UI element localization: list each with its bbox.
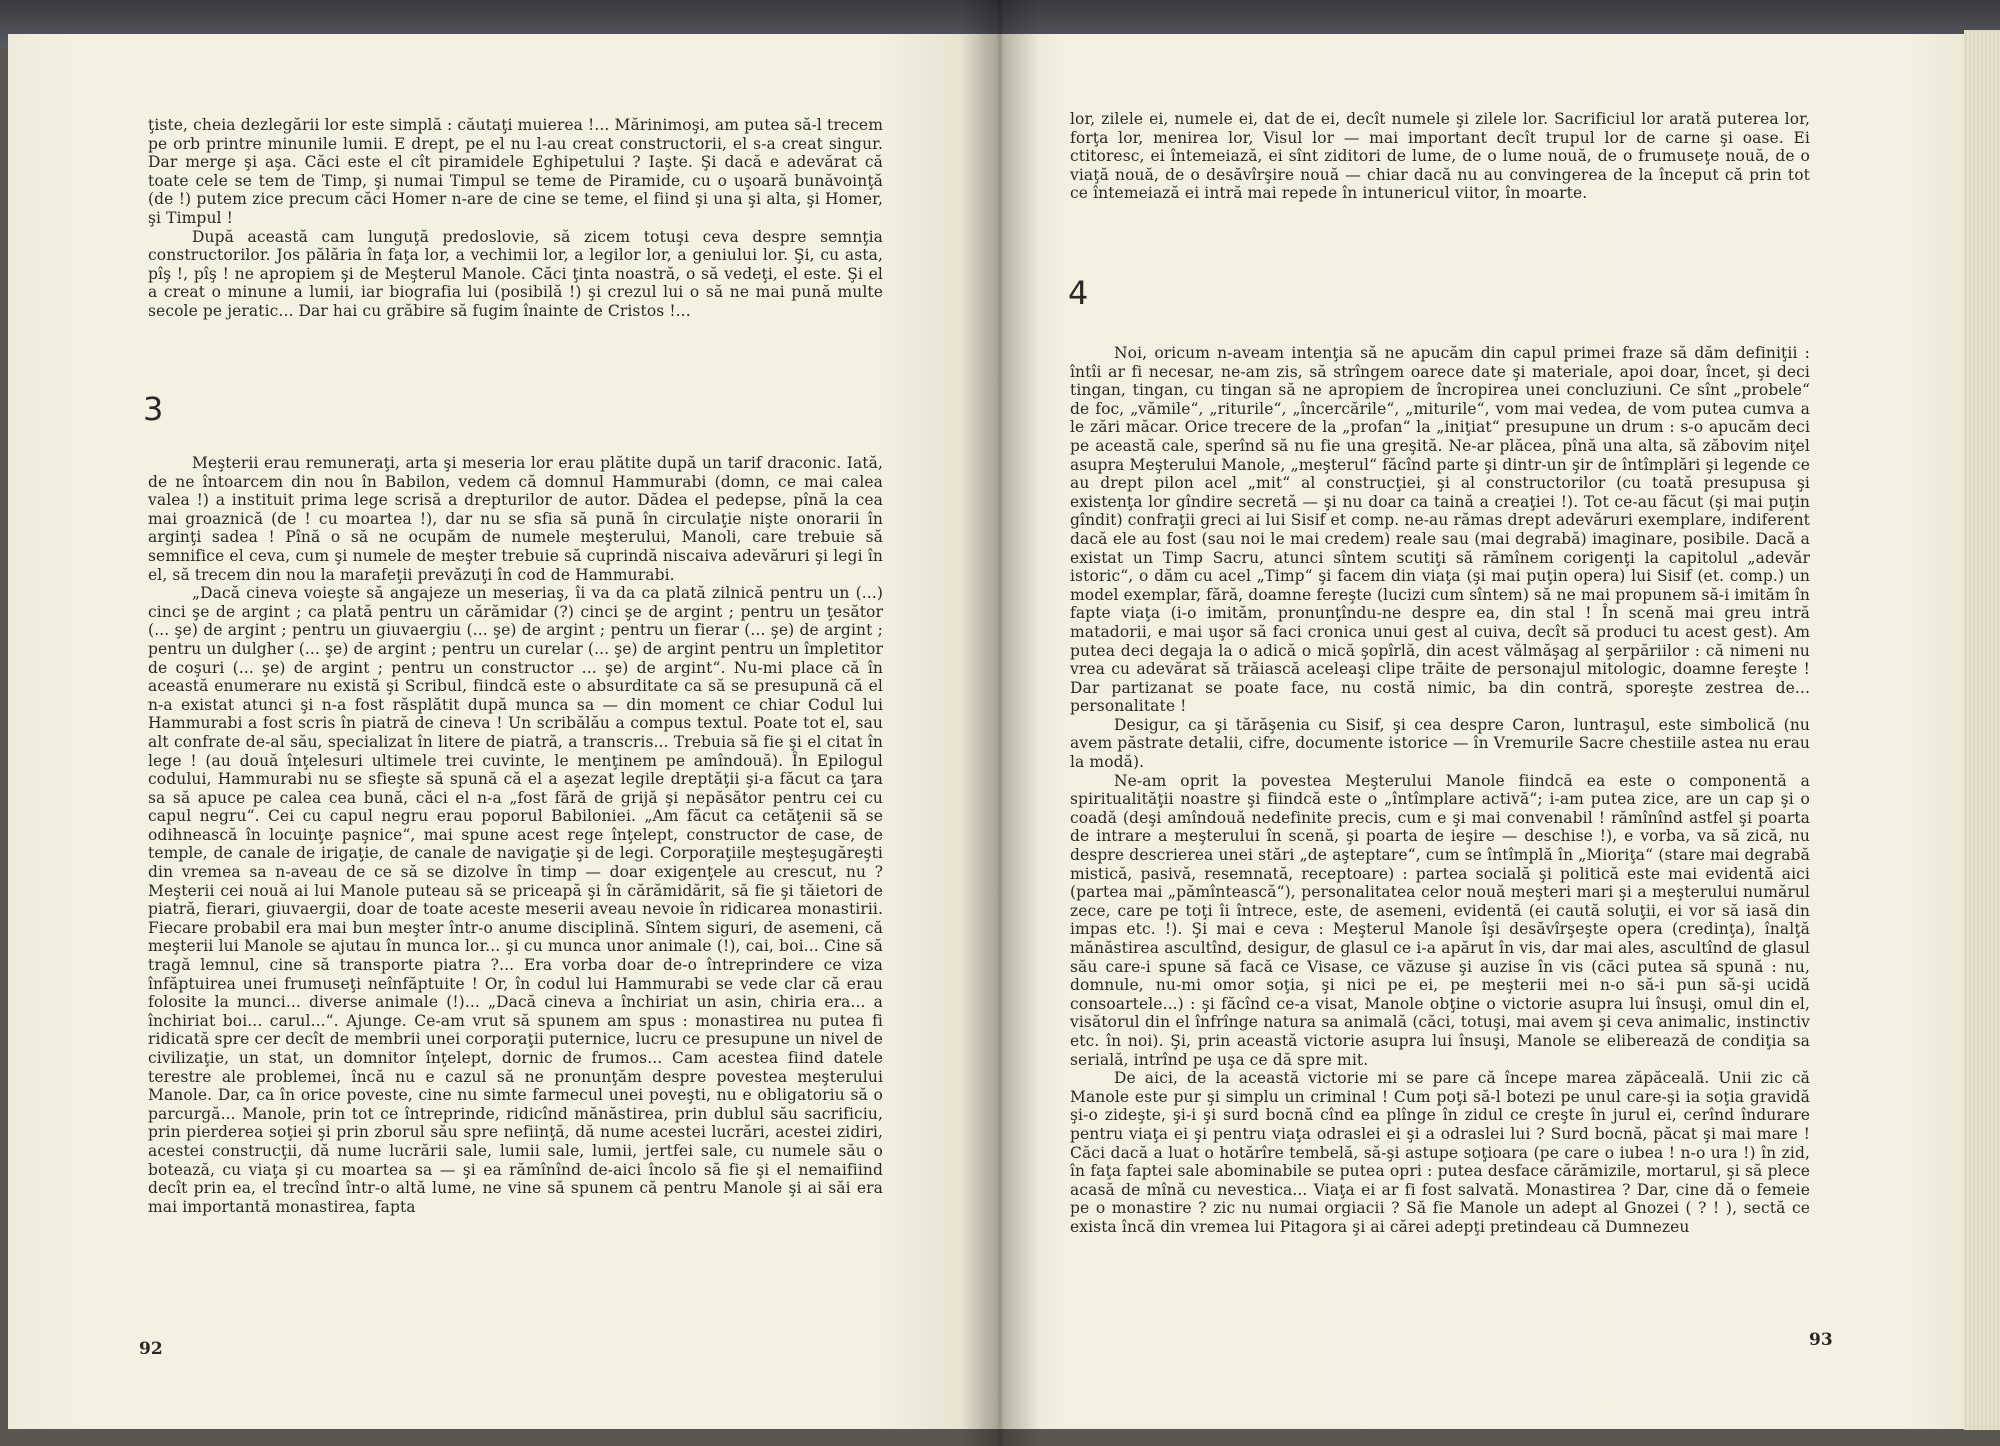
left-intro-text: [148, 116, 883, 321]
right-chapter-text: [1070, 344, 1810, 1237]
page-edges: [1964, 30, 2000, 1430]
left-page: [8, 34, 990, 1429]
page-number: 92: [139, 1339, 163, 1359]
right-intro-paragraph: lor, zilele ei, numele ei, dat de ei, decît numele şi zilele lor. Sacrificiul lor arată puterea lor, forţa lor, menirea lor, Visul lor — mai important decît trupul lor de carne şi oase. Ei ctitoresc, ei întemeiază, ei sînt ziditori de lume, de o lume nouă, de o frumuseţe nouă, de o viaţă nouă, de o desăvîrşire nouă — chiar dacă nu au convingerea de la început că prin tot ce întemeiază ei intră mai repede în intunericul viitor, în moarte.: [1070, 110, 1810, 203]
chapter-number: 4: [1068, 274, 1089, 312]
page-number: 93: [1809, 1330, 1833, 1350]
right-chapter-paragraph: Noi, oricum n-aveam intenţia să ne apucăm din capul primei fraze să dăm definiţii : întîi ar fi necesar, ne-am zis, să strîngem oarece date şi materiale, apoi doar, încet, şi deci tingan, tingan, cu tingan să ne apropiem de încropirea unei concluziuni. Ce sînt „probele“ de foc, „vămile“, „riturile“, „încercările“, „miturile“, vom mai vedea, de vom putea cumva a le zări măcar. Orice trecere de la „profan“ la „iniţiat“ presupune un drum : s-o apucăm deci pe această cale, sperînd să nu fie una greşită. Ne-ar plăcea, pînă una alta, să zăbovim niţel asupra Meşterului Manole, „meşterul“ făcînd parte şi dintr-un şir de întîmplări şi legende ce au drept pilon acel „mit“ al construcţiei, şi al constructorilor (cu toată presupusa şi existenţa lor gîndire secretă — şi nu doar ca taină a creaţiei !). Tot ce-au făcut (şi mai puţin gîndit) confraţii greci ai lui Sisif et comp. ne-au rămas drept adevăruri exemplare, indiferent dacă ele au fost (sau noi le mai credem) reale sau (mai degrabă) imaginare, posibile. Dacă a existat un Timp Sacru, atunci sîntem scutiţi să rămînem corigenţi la capitolul „adevăr istoric“, o dăm cu acel „Timp“ şi facem din viaţa (şi mai puţin opera) lui Sisif (et. comp.) un model exemplar, fără, doamne fereşte (lucizi cum sîntem) să ne mai propunem să-i imităm în fapte viaţa (i-o imităm, pronunţîndu-ne despre ea, din stal ! În scenă mai greu intră matadorii, e mai uşor să faci cronica unui gest al cuiva, decît să produci tu acest gest). Am putea deci degaja la o adică o mică şopîrlă, din acest vălmăşag al şerpăriilor : că nimeni nu vrea cu adevărat să trăiască aceleaşi clipe trăite de personajul mitologic, doamne fereşte ! Dar partizanat se poate face, nu costă nimic, ba din contră, sporeşte zestrea de... personalitate !: [1070, 344, 1810, 716]
chapter-number: 3: [143, 390, 164, 428]
left-chapter-paragraph: „Dacă cineva voieşte să angajeze un meseriaş, îi va da ca plată zilnică pentru un (...) cinci şe de argint ; ca plată pentru un cărămidar (?) cinci şe de argint ; pentru un ţesător (... şe) de argint ; pentru un giuvaergiu (... şe) de argint ; pentru un fierar (... şe) de argint ; pentru un dulgher (... şe) de argint ; pentru un curelar (... şe) de argint pentru un împletitor de coşuri (... şe) de argint ; pentru un constructor ... şe) de argint“. Nu-mi place că în această enumerare nu există şi Scribul, fiindcă este o absurditate ca să se presupună că el n-a existat atunci şi n-a fost răsplătit după munca sa — din moment ce chiar Codul lui Hammurabi a fost scris în piatră de cineva ! Un scribălău a compus textul. Poate tot el, sau alt confrate de-al său, specializat în litere de piatră, a transcris... Trebuia să fie şi el citat în lege ! (au două înţelesuri ultimele trei cuvinte, le menţinem pe amîndouă). În Epilogul codului, Hammurabi nu se sfieşte să spună că el a aşezat legile dreptăţii şi-a făcut ca ţara sa să apuce pe calea cea bună, căci el n-a „fost fără de grijă şi nepăsător pentru cei cu capul negru“. Cei cu capul negru erau poporul Babiloniei. „Am făcut ca cetăţenii să se odihnească în locuinţe paşnice“, mai spune acest rege înţelept, constructor de case, de temple, de canale de irigaţie, de canale de navigaţie şi de legi. Corporaţiile meşteşugăreşti din vremea sa n-aveau de ce să se dizolve în timp — doar exigenţele au crescut, nu ? Meşterii cei nouă ai lui Manole puteau să se priceapă şi în cărămidărit, să fie şi tăietori de piatră, fierari, giuvaergii, doar de toate aceste meserii aveau nevoie în ridicarea monastirii. Fiecare probabil era mai bun meşter într-o anume disciplină. Sîntem siguri, de asemeni, că meşterii lui Manole se ajutau în munca lor... şi cu munca unor animale (!), cai, boi... Cine să tragă lemnul, cine să transporte piatra ?... Era vorba doar de-o întreprindere ce viza înfăptuirea unei frumuseţi neînfăptuite ! Or, în codul lui Hammurabi se vede clar că erau folosite la munci... diverse animale (!)... „Dacă cineva a închiriat un asin, chiria era... a închiriat boi... carul...“. Ajunge. Ce-am vrut să spunem am spus : monastirea nu putea fi ridicată spre cer decît de membrii unei corporaţii puternice, lucru ce presupune un nivel de civilizaţie, un stat, un domnitor înţelept, dornic de frumos... Cam acestea fiind datele terestre ale problemei, încă nu e cazul să ne pronunţăm despre povestea meşterului Manole. Dar, ca în orice poveste, cine nu simte farmecul unei poveşti, nu e obligatoriu să o parcurgă... Manole, prin tot ce întreprinde, ridicînd mănăstirea, prin dublul său sacrificiu, prin pierderea soţiei şi prin zborul său spre nefiinţă, dă nume acestei lucrări, acestei zidiri, acestei construcţii, dă nume lucrării sale, lumii sale, lumii, jertfei sale, cu numele său o botează, cu viaţa şi cu moartea sa — şi ea rămînînd de-aici încolo să fie şi el nemaifiind decît prin ea, el trecînd într-o altă lume, ne vine să spunem că pentru Manole şi ai săi era mai importantă monastirea, fapta: [148, 584, 883, 1216]
right-page: [982, 34, 1982, 1429]
right-chapter-paragraph: Desigur, ca şi tărăşenia cu Sisif, şi cea despre Caron, luntraşul, este simbolică (nu avem păstrate detalii, cifre, documente istorice — în Vremurile Sacre chestiile astea nu erau la modă).: [1070, 715, 1810, 772]
right-intro-text: [1070, 110, 1810, 203]
left-chapter-paragraph: Meşterii erau remuneraţi, arta şi meseria lor erau plătite după un tarif draconic. Iată, de ne întoarcem din nou în Babilon, vedem că domnul Hammurabi (domn, ce mai calea valea !) a instituit prima lege scrisă a drepturilor de autor. Dădea el pedepse, pînă la cea mai groaznică (de ! cu moartea !), dar nu se sfia să pună în circulaţie nişte onorarii în arginţi sadea ! Pînă o să ne ocupăm de numele meşterului, Manoli, care trebuie să semnifice el ceva, cum şi numele de meşter trebuie să cuprindă niscaiva adevăruri şi legi în el, să trecem din nou la marafeţii prevăzuţi în cod de Hammurabi.: [148, 454, 883, 584]
left-chapter-text: [148, 454, 883, 1216]
right-chapter-paragraph: De aici, de la această victorie mi se pare că începe marea zăpăceală. Unii zic că Manole este pur şi simplu un criminal ! Cum poţi să-l botezi pe unul care-şi ia soţia gravidă şi-o zideşte, şi-i şi surd bocnă cînd ea plînge în zidul ce creşte în jurul ei, cerînd îndurare pentru viaţa ei şi pentru viaţa odraslei ei şi a odraslei lui ? Surd bocnă, păcat şi mai mare ! Căci dacă a luat o hotărîre tembelă, să-şi astupe soţioara (pe care o iubea ! n-o ura !) în zid, în faţa faptei sale abominabile se putea opri : putea desface cărămizile, mortarul, şi să plece acasă de mînă cu nevestica... Viaţa ei ar fi fost salvată. Monastirea ? Dar, cine dă o femeie pe o monastire ? zic nu numai orgiacii ? Să fie Manole un adept al Gnozei ( ? ! ), sectă ce exista încă din vremea lui Pitagora şi ai cărei adepţi pretindeau că Dumnezeu: [1070, 1069, 1810, 1236]
left-intro-paragraph: ţiste, cheia dezlegării lor este simplă : căutaţi muierea !... Mărinimoşi, am putea să-l trecem pe orb printre minunile lumii. E drept, pe el nu l-au creat constructorii, el s-a creat singur. Dar merge şi aşa. Căci este el cît piramidele Eghipetului ? Iaşte. Şi dacă e adevărat că toate cele se tem de Timp, şi numai Timpul se teme de Piramide, cu o uşoară bunăvoinţă (de !) putem zice precum căci Homer n-are de cine se teme, el fiind şi una şi alta, şi Homer, şi Timpul !: [148, 116, 883, 227]
right-chapter-paragraph: Ne-am oprit la povestea Meşterului Manole fiindcă ea este o componentă a spiritualităţii noastre şi fiindcă este o „întîmplare activă“; i-am putea zice, are un cap şi o coadă (deşi amîndouă nedefinite precis, cum e şi mai convenabil ! rămînînd astfel şi poarta de intrare a meşterului în scenă, şi poarta de ieşire — deschise !), e vorba, va să zică, nu despre descrierea unei stări „de aşteptare“, cum se întîmplă în „Mioriţa“ (stare mai degrabă mistică, pasivă, resemnată, receptoare) : partea socială şi politică este mai evidentă aici (partea mai „pămîntească“), personalitatea celor nouă meşteri mari şi a meşterului numărul zece, care pe toţi îi întrece, este, de asemeni, evidentă (ei caută soluţii, ei vor să iasă din impas etc. !). Şi mai e ceva : Meşterul Manole îşi desăvîrşeşte opera (credinţa), înalţă mănăstirea ascultînd, desigur, de glasul ce i-a apărut în vis, dar mai ales, ascultînd de glasul său care-i spune să facă ce Visase, ce văzuse şi auzise în vis (căci putea să spună : nu, domnule, nu-mi omor soţia, şi nici pe ei, pe meşterii mei n-o să-i pun să-şi ucidă consoartele...) : şi făcînd ce-a visat, Manole obţine o victorie asupra lui însuşi, omul din el, visătorul din el înfrînge natura sa animală (căci, totuşi, mai avem şi ceva animalic, instinctiv etc. în noi). Şi, prin această victorie asupra lui însuşi, Manole se eliberează de condiţia sa serială, intrînd pe uşa ce dă spre mit.: [1070, 771, 1810, 1069]
left-intro-paragraph: După această cam lunguţă predoslovie, să zicem totuşi ceva despre semnţia constructorilor. Jos pălăria în faţa lor, a vechimii lor, a legilor lor, a geniului lor. Şi, cu asta, pîş !, pîş ! ne apropiem şi de Meşterul Manole. Căci ţinta noastră, o să vedeţi, el este. Şi el a creat o minune a lumii, iar biografia lui (posibilă !) şi crezul lui o să ne mai pună multe secole pe jeratic... Dar hai cu grăbire să fugim înainte de Cristos !...: [148, 227, 883, 320]
